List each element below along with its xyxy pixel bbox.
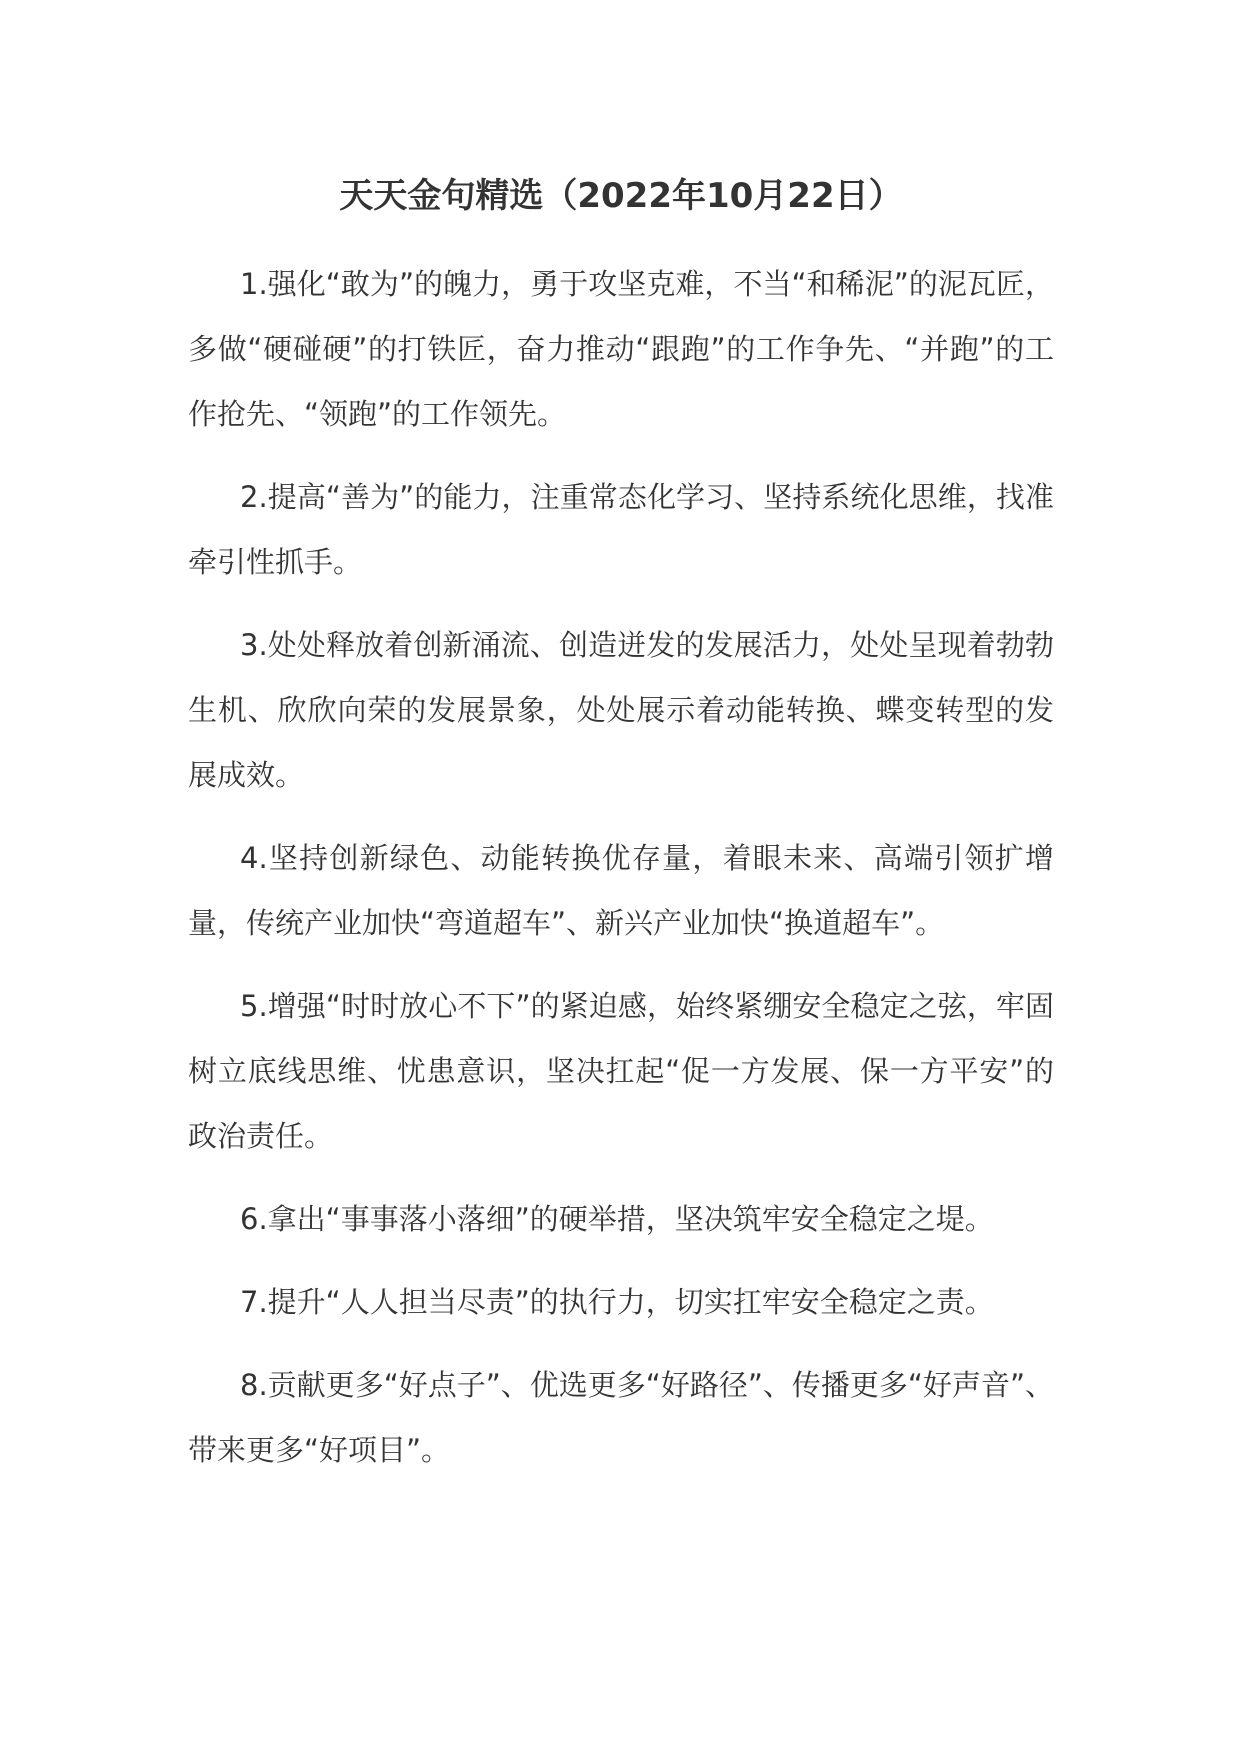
quote-item-6: 6.拿出“事事落小落细”的硬举措，坚决筑牢安全稳定之堤。 xyxy=(240,1202,994,1236)
document-page xyxy=(188,168,1054,1501)
quote-item-8: 8.贡献更多“好点子”、优选更多“好路径”、传播更多“好声音”、带来更多“好项目”。 xyxy=(188,1368,1054,1467)
quote-item-7: 7.提升“人人担当尽责”的执行力，切实扛牢安全稳定之责。 xyxy=(240,1285,994,1319)
quote-item-4: 4.坚持创新绿色、动能转换优存量，着眼未来、高端引领扩增量，传统产业加快“弯道超车”、新兴产业加快“换道超车”。 xyxy=(188,841,1054,940)
document-title: 天天金句精选（2022年10月22日） xyxy=(339,176,903,216)
quote-item-5: 5.增强“时时放心不下”的紧迫感，始终紧绷安全稳定之弦，牢固树立底线思维、忧患意识，坚决扛起“促一方发展、保一方平安”的政治责任。 xyxy=(188,989,1054,1153)
quote-item-1: 1.强化“敢为”的魄力，勇于攻坚克难，不当“和稀泥”的泥瓦匠，多做“硬碰硬”的打铁匠，奋力推动“跟跑”的工作争先、“并跑”的工作抢先、“领跑”的工作领先。 xyxy=(188,267,1054,431)
quote-item-2: 2.提高“善为”的能力，注重常态化学习、坚持系统化思维，找准牵引性抓手。 xyxy=(188,480,1054,579)
quote-list xyxy=(188,252,1054,1483)
quote-item-3: 3.处处释放着创新涌流、创造迸发的发展活力，处处呈现着勃勃生机、欣欣向荣的发展景象，处处展示着动能转换、蝶变转型的发展成效。 xyxy=(188,628,1054,792)
